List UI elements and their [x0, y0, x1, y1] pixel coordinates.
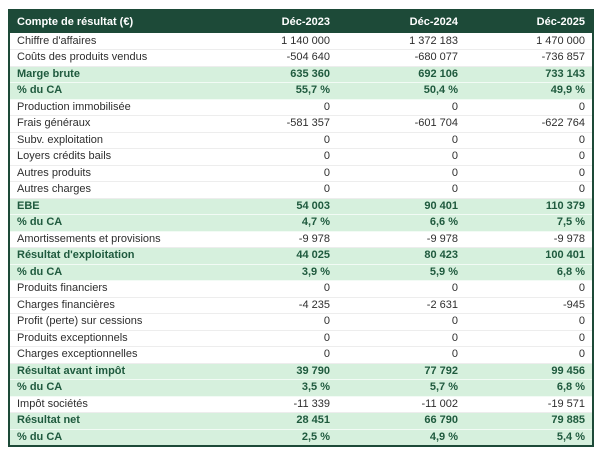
table-row — [9, 429, 593, 446]
table-row — [9, 149, 593, 166]
cell-value: -19 571 — [465, 396, 593, 413]
cell-value: 4,7 % — [209, 215, 337, 232]
cell-value: 6,8 % — [465, 380, 593, 397]
cell-value: 0 — [209, 182, 337, 199]
row-label: Loyers crédits bails — [9, 149, 209, 166]
table-row — [9, 314, 593, 331]
cell-value: 0 — [209, 149, 337, 166]
row-label: Impôt sociétés — [9, 396, 209, 413]
cell-value: 0 — [209, 165, 337, 182]
cell-value: 1 372 183 — [337, 33, 465, 50]
cell-value: -736 857 — [465, 50, 593, 67]
cell-value: 0 — [337, 347, 465, 364]
cell-value: 0 — [337, 149, 465, 166]
cell-value: -4 235 — [209, 297, 337, 314]
cell-value: 7,5 % — [465, 215, 593, 232]
row-label: Résultat avant impôt — [9, 363, 209, 380]
row-label: Chiffre d'affaires — [9, 33, 209, 50]
cell-value: 0 — [465, 182, 593, 199]
cell-value: 44 025 — [209, 248, 337, 265]
cell-value: 0 — [337, 330, 465, 347]
row-label: Autres produits — [9, 165, 209, 182]
cell-value: 0 — [337, 182, 465, 199]
row-label: Charges financières — [9, 297, 209, 314]
table-row — [9, 215, 593, 232]
cell-value: 692 106 — [337, 66, 465, 83]
cell-value: 0 — [337, 132, 465, 149]
column-header-dec-2023: Déc-2023 — [209, 10, 337, 33]
cell-value: 0 — [209, 99, 337, 116]
cell-value: 0 — [465, 132, 593, 149]
table-row — [9, 66, 593, 83]
cell-value: 0 — [465, 281, 593, 298]
row-label: Produits exceptionnels — [9, 330, 209, 347]
row-label: Résultat net — [9, 413, 209, 430]
cell-value: 0 — [209, 314, 337, 331]
cell-value: 6,8 % — [465, 264, 593, 281]
table-body — [9, 33, 593, 446]
cell-value: 5,7 % — [337, 380, 465, 397]
cell-value: -9 978 — [465, 231, 593, 248]
cell-value: 0 — [209, 132, 337, 149]
table-row — [9, 165, 593, 182]
cell-value: -2 631 — [337, 297, 465, 314]
cell-value: 0 — [465, 165, 593, 182]
row-label: Subv. exploitation — [9, 132, 209, 149]
cell-value: 0 — [465, 99, 593, 116]
column-header-dec-2025: Déc-2025 — [465, 10, 593, 33]
cell-value: 0 — [337, 165, 465, 182]
row-label: % du CA — [9, 83, 209, 100]
row-label: Résultat d'exploitation — [9, 248, 209, 265]
cell-value: 66 790 — [337, 413, 465, 430]
cell-value: -11 002 — [337, 396, 465, 413]
cell-value: 55,7 % — [209, 83, 337, 100]
table-title: Compte de résultat (€) — [9, 10, 209, 33]
cell-value: 49,9 % — [465, 83, 593, 100]
cell-value: 6,6 % — [337, 215, 465, 232]
cell-value: 1 140 000 — [209, 33, 337, 50]
table-row — [9, 50, 593, 67]
cell-value: 733 143 — [465, 66, 593, 83]
row-label: Charges exceptionnelles — [9, 347, 209, 364]
table-row — [9, 198, 593, 215]
row-label: Profit (perte) sur cessions — [9, 314, 209, 331]
table-row — [9, 347, 593, 364]
row-label: Production immobilisée — [9, 99, 209, 116]
cell-value: 0 — [465, 330, 593, 347]
cell-value: 99 456 — [465, 363, 593, 380]
cell-value: 4,9 % — [337, 429, 465, 446]
table-row — [9, 380, 593, 397]
cell-value: 0 — [337, 314, 465, 331]
table-row — [9, 83, 593, 100]
cell-value: 50,4 % — [337, 83, 465, 100]
cell-value: 80 423 — [337, 248, 465, 265]
row-label: Produits financiers — [9, 281, 209, 298]
table-row — [9, 99, 593, 116]
column-header-dec-2024: Déc-2024 — [337, 10, 465, 33]
row-label: % du CA — [9, 215, 209, 232]
cell-value: -601 704 — [337, 116, 465, 133]
table-row — [9, 363, 593, 380]
cell-value: 0 — [465, 347, 593, 364]
table-row — [9, 33, 593, 50]
cell-value: -504 640 — [209, 50, 337, 67]
row-label: Coûts des produits vendus — [9, 50, 209, 67]
row-label: Amortissements et provisions — [9, 231, 209, 248]
table-row — [9, 231, 593, 248]
row-label: % du CA — [9, 380, 209, 397]
cell-value: 39 790 — [209, 363, 337, 380]
cell-value: -680 077 — [337, 50, 465, 67]
table-row — [9, 264, 593, 281]
income-statement-table — [8, 9, 594, 447]
cell-value: 3,9 % — [209, 264, 337, 281]
table-row — [9, 413, 593, 430]
cell-value: 110 379 — [465, 198, 593, 215]
cell-value: -581 357 — [209, 116, 337, 133]
row-label: % du CA — [9, 264, 209, 281]
cell-value: 90 401 — [337, 198, 465, 215]
table-row — [9, 396, 593, 413]
cell-value: 0 — [465, 149, 593, 166]
cell-value: 0 — [209, 281, 337, 298]
table-header — [9, 10, 593, 33]
cell-value: -11 339 — [209, 396, 337, 413]
cell-value: 0 — [337, 99, 465, 116]
header-row — [9, 10, 593, 33]
table-row — [9, 248, 593, 265]
cell-value: 0 — [209, 347, 337, 364]
row-label: Autres charges — [9, 182, 209, 199]
cell-value: 5,4 % — [465, 429, 593, 446]
cell-value: 2,5 % — [209, 429, 337, 446]
cell-value: 79 885 — [465, 413, 593, 430]
cell-value: -9 978 — [337, 231, 465, 248]
table-row — [9, 182, 593, 199]
table-row — [9, 297, 593, 314]
cell-value: 5,9 % — [337, 264, 465, 281]
cell-value: 0 — [209, 330, 337, 347]
cell-value: 635 360 — [209, 66, 337, 83]
cell-value: -945 — [465, 297, 593, 314]
row-label: Frais généraux — [9, 116, 209, 133]
cell-value: 0 — [465, 314, 593, 331]
row-label: % du CA — [9, 429, 209, 446]
cell-value: 54 003 — [209, 198, 337, 215]
cell-value: 3,5 % — [209, 380, 337, 397]
row-label: EBE — [9, 198, 209, 215]
table-row — [9, 132, 593, 149]
cell-value: 100 401 — [465, 248, 593, 265]
table-row — [9, 330, 593, 347]
cell-value: -622 764 — [465, 116, 593, 133]
cell-value: 28 451 — [209, 413, 337, 430]
table-row — [9, 116, 593, 133]
cell-value: 77 792 — [337, 363, 465, 380]
cell-value: 1 470 000 — [465, 33, 593, 50]
cell-value: -9 978 — [209, 231, 337, 248]
cell-value: 0 — [337, 281, 465, 298]
table-row — [9, 281, 593, 298]
row-label: Marge brute — [9, 66, 209, 83]
